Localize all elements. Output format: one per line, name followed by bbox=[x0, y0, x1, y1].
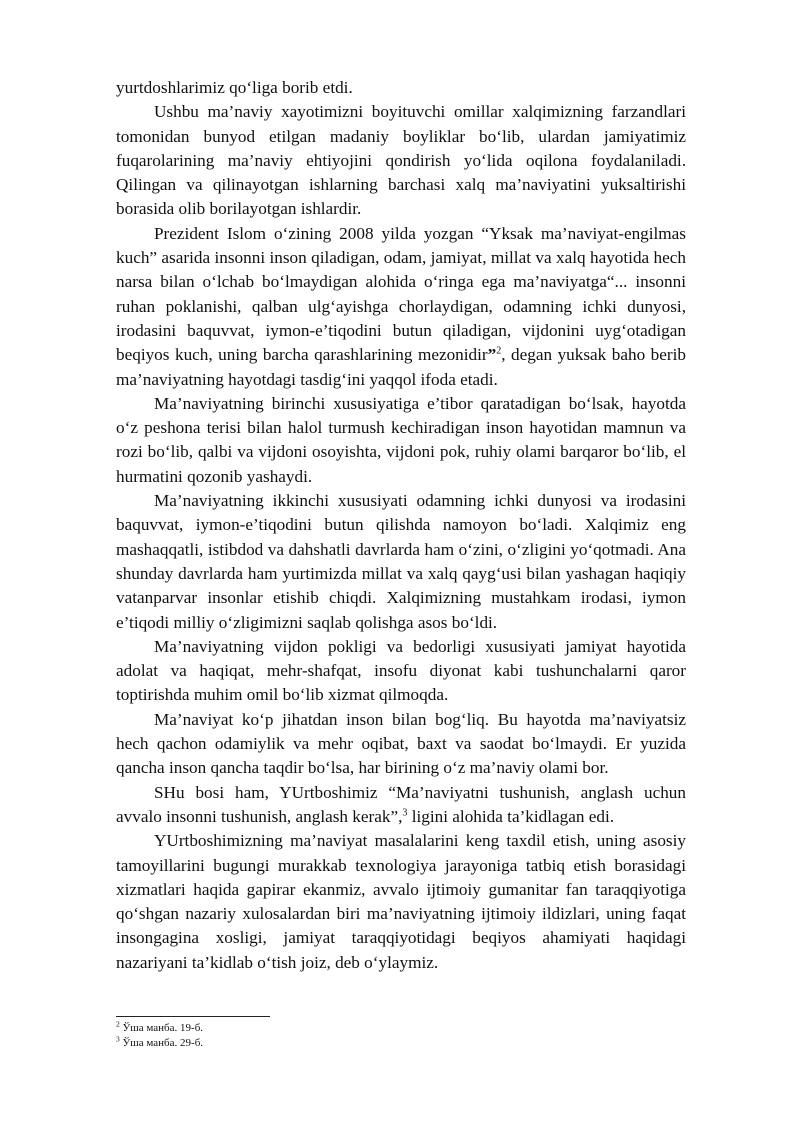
paragraph-text: SHu bosi ham, YUrtboshimiz “Ma’naviyatni tushunish, anglash uchun avvalo insonni tushunish, anglash kerak”, bbox=[116, 782, 686, 826]
footnote-ref[interactable]: 2 bbox=[496, 345, 502, 357]
footnote bbox=[116, 1033, 686, 1051]
paragraph bbox=[116, 635, 686, 708]
paragraph-continuation bbox=[116, 76, 686, 100]
paragraph bbox=[116, 708, 686, 781]
footnote-ref[interactable]: 3 bbox=[402, 807, 408, 819]
footnote bbox=[116, 1021, 686, 1036]
footnote-text: Ўша манба. 19-б. bbox=[119, 1022, 204, 1034]
paragraph-text: YUrtboshimizning ma’naviyat masalalarini keng taxdil etish, uning asosiy tamoyillarini bugungi murakkab texnologiya jarayoniga tatbiq etish borasidagi xizmatlari haqida gapirar ekanmiz, avvalo ijtimoiy gumanitar fan taraqqiyotiga qo‘shgan nazariy xulosalardan biri ma’naviyatning ijtimoiy ildizlari, uning faqat insongagina xosligi, jamiyat taraqqiyotidagi beqiyos ahamiyati haqidagi nazariyani ta’kidlab o‘tish joiz, deb o‘ylaymiz. bbox=[116, 831, 686, 972]
footnote-mark: 2 bbox=[116, 1019, 120, 1029]
paragraph-text-after: ligini alohida ta’kidlagan edi. bbox=[407, 806, 615, 826]
closing-quote: ” bbox=[487, 345, 497, 365]
footnote-mark: 3 bbox=[116, 1033, 120, 1043]
footnote-text: Ўша манба. 29-б. bbox=[119, 1036, 204, 1049]
paragraph-text-after: , degan yuksak baho berib ma’naviyatning hayotdagi tasdig‘ini yaqqol ifoda etadi. bbox=[116, 345, 686, 389]
paragraph-text: Ma’naviyatning vijdon pokligi va bedorligi xususiyati jamiyat hayotida adolat va haqiqat, mehr-shafqat, insofu diyonat kabi tushunchalarni qaror toptirishda muhim omil bo‘lib xizmat qilmoqda. bbox=[116, 636, 686, 705]
paragraph bbox=[116, 781, 686, 830]
paragraph-text: yurtdoshlarimiz qo‘liga borib etdi. bbox=[116, 78, 353, 97]
document-body bbox=[116, 76, 686, 975]
footnote-separator bbox=[116, 1016, 270, 1017]
paragraph bbox=[116, 829, 686, 975]
paragraph bbox=[116, 489, 686, 635]
footnotes bbox=[116, 1016, 686, 1050]
paragraph bbox=[116, 100, 686, 221]
paragraph bbox=[116, 392, 686, 489]
paragraph-text: Ma’naviyatning birinchi xususiyatiga e’tibor qaratadigan bo‘lsak, hayotda o‘z peshona terisi bilan halol turmush kechiradigan inson hayotidan mamnun va rozi bo‘lib, qalbi va vijdoni osoyishta, vijdoni pok, ruhiy olami barqaror bo‘lib, el hurmatini qozonib yashaydi. bbox=[116, 393, 686, 486]
paragraph bbox=[116, 222, 686, 392]
paragraph-text: Ushbu ma’naviy xayotimizni boyituvchi omillar xalqimizning farzandlari tomonidan bunyod etilgan madaniy boyliklar bo‘lib, ulardan jamiyatimiz fuqarolarining ma’naviy ehtiyojini qondirish yo‘lida oqilona foydalaniladi. Qilingan va qilinayotgan ishlarning barchasi xalq ma’naviyatini yuksaltirishi borasida olib borilayotgan ishlardir. bbox=[116, 102, 686, 219]
paragraph-text: Prezident Islom o‘zining 2008 yilda yozgan “Yksak ma’naviyat-engilmas kuch” asarida insonni inson qiladigan, odam, jamiyat, millat va xalq hayotida hech narsa bilan o‘lchab bo‘lmaydigan alohida o‘ringa ega ma’naviyatga“... insonni ruhan poklanishi, qalban ulg‘ayishga chorlaydigan, odamning ichki dunyosi, irodasini baquvvat, iymon-e’tiqodini butun qiladigan, vijdonini uyg‘otadigan beqiyos kuch, uning barcha qarashlarining mezonidir bbox=[116, 223, 686, 365]
paragraph-text: Ma’naviyatning ikkinchi xususiyati odamning ichki dunyosi va irodasini baquvvat, iymon-e’tiqodini butun qilishda namoyon bo‘ladi. Xalqimiz eng mashaqqatli, istibdod va dahshatli davrlarda ham o‘zini, o‘zligini yo‘qotmadi. Ana shunday davrlarda ham yurtimizda millat va xalq qayg‘usi bilan yashagan haqiqiy vatanparvar insonlar etishib chiqdi. Xalqimizning mustahkam irodasi, iymon e’tiqodi milliy o‘zligimizni saqlab qolishga asos bo‘ldi. bbox=[116, 491, 686, 632]
paragraph-text: Ma’naviyat ko‘p jihatdan inson bilan bog‘liq. Bu hayotda ma’naviyatsiz hech qachon odamiylik va mehr oqibat, baxt va saodat bo‘lmaydi. Er yuzida qancha inson qancha taqdir bo‘lsa, har birining o‘z ma’naviy olami bor. bbox=[116, 709, 686, 778]
